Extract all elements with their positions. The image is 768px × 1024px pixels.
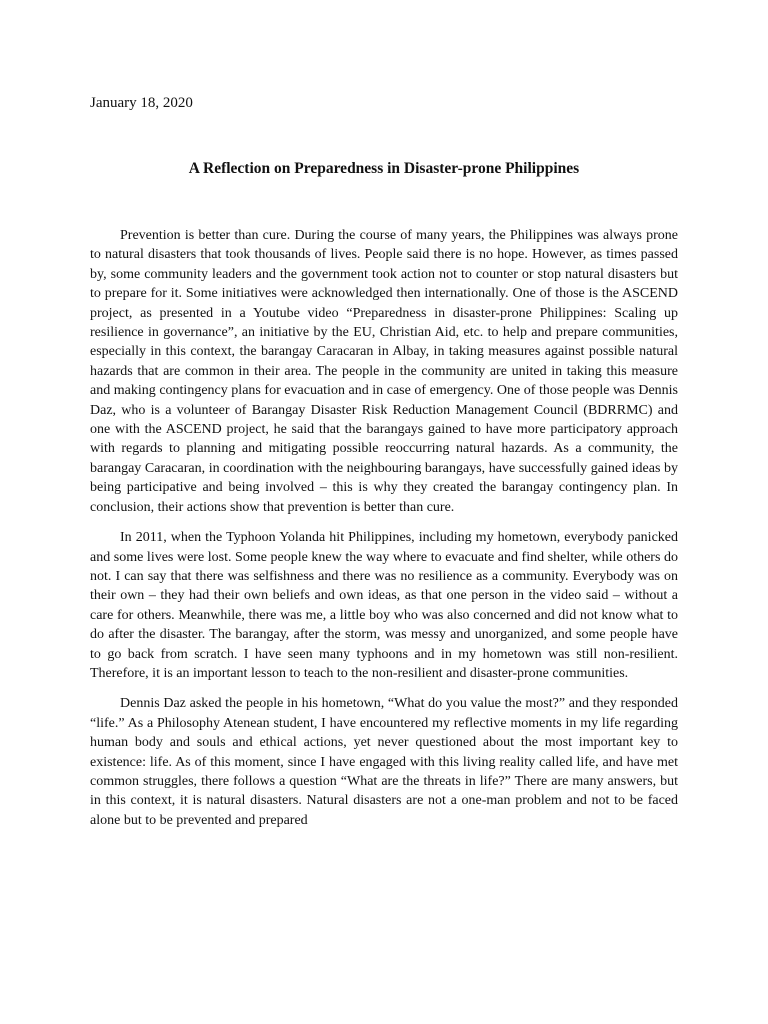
paragraph-2: In 2011, when the Typhoon Yolanda hit Philippines, including my hometown, everybody panicked and some lives were lost. Some people knew the way where to evacuate and find shelter, while others do not. I can say that there was selfishness and there was no resilience as a community. Everybody was on their own – they had their own beliefs and own ideas, as that one person in the video said – without a care for others. Meanwhile, there was me, a little boy who was also concerned and did not know what to do after the disaster. The barangay, after the storm, was messy and unorganized, and some people have to go back from scratch. I have seen many typhoons and in my hometown was still non-resilient. Therefore, it is an important lesson to teach to the non-resilient and disaster-prone communities. bbox=[90, 530, 678, 681]
document-date: January 18, 2020 bbox=[90, 95, 193, 111]
paragraph-3: Dennis Daz asked the people in his hometown, “What do you value the most?” and they responded “life.” As a Philosophy Atenean student, I have encountered my reflective moments in my life regarding human body and souls and ethical actions, yet never questioned about the most important key to existence: life. As of this moment, since I have engaged with this living reality called life, and have met common struggles, there follows a question “What are the threats in life?” There are many answers, but in this context, it is natural disasters. Natural disasters are not a one-man problem and not to be faced alone but to be prevented and prepared bbox=[90, 696, 678, 828]
paragraph-1: Prevention is better than cure. During the course of many years, the Philippines was always prone to natural disasters that took thousands of lives. People said there is no hope. However, as times passed by, some community leaders and the government took action not to counter or stop natural disasters but to prepare for it. Some initiatives were acknowledged then internationally. One of those is the ASCEND project, as presented in a Youtube video “Preparedness in disaster-prone Philippines: Scaling up resilience in governance”, an initiative by the EU, Christian Aid, etc. to help and prepare communities, especially in this context, the barangay Caracaran in Albay, in taking measures against possible natural hazards that are common in their area. The people in the community are united in taking this measure and making contingency plans for evacuation and in case of emergency. One of those people was Dennis Daz, who is a volunteer of Barangay Disaster Risk Reduction Management Council (BDRRMC) and one with the ASCEND project, he said that the barangays gained to have more participatory approach with regards to planning and mitigating possible reoccurring natural hazards. As a community, the barangay Caracaran, in coordination with the neighbouring barangays, have successfully gained ideas by being participative and being involved – this is why they created the barangay contingency plan. In conclusion, their actions show that prevention is better than cure. bbox=[90, 228, 678, 515]
document-title: A Reflection on Preparedness in Disaster-prone Philippines bbox=[188, 160, 580, 177]
document-body bbox=[90, 226, 678, 841]
